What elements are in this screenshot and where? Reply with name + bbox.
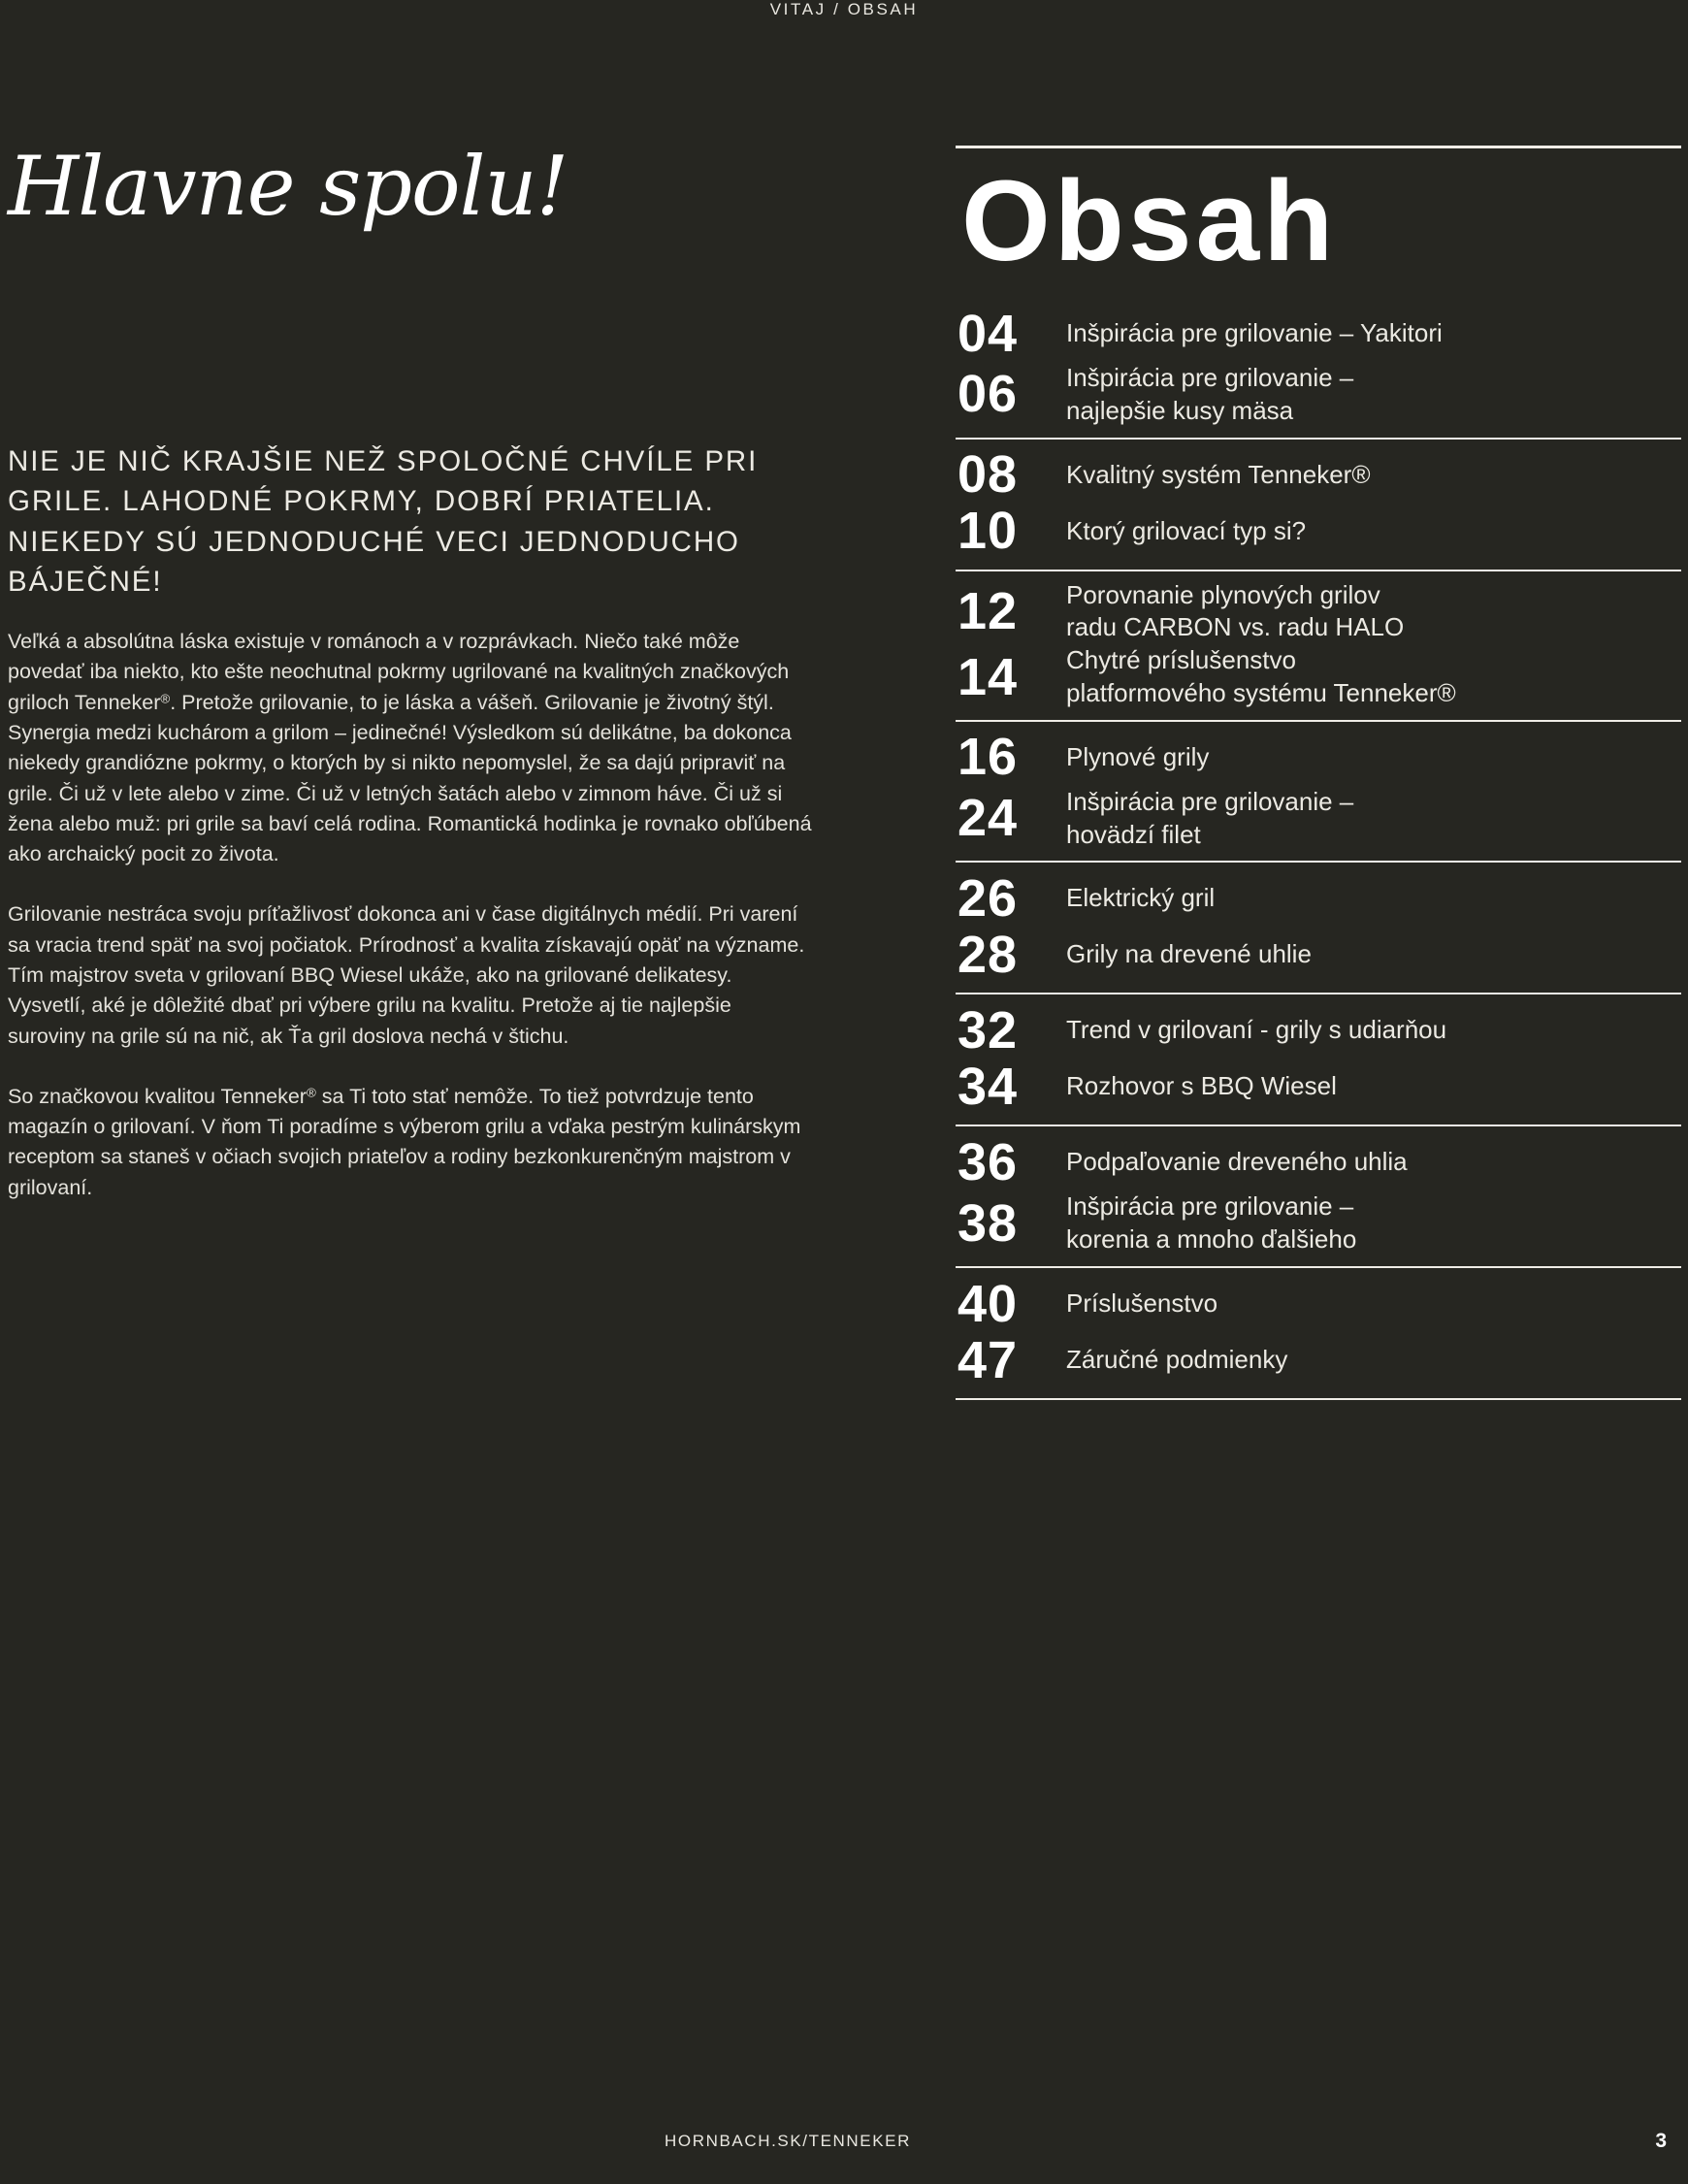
toc-entry[interactable]: [956, 870, 1681, 927]
toc-entry-label: [1064, 515, 1681, 548]
left-column: [8, 139, 813, 1203]
toc-entry-label-line: najlepšie kusy mäsa: [1066, 395, 1294, 425]
toc-entry-label: [1064, 741, 1681, 774]
toc-entry-label-line: hovädzí filet: [1066, 819, 1201, 849]
toc-entry-label: [1064, 459, 1681, 492]
toc-entry[interactable]: [956, 504, 1681, 560]
toc-entry-page-number: 24: [958, 789, 1019, 848]
toc-entry-label-line: Príslušenstvo: [1066, 1288, 1218, 1319]
toc-entry-page-number: 26: [958, 869, 1019, 929]
toc-entry-page-number: 34: [958, 1058, 1019, 1117]
toc-entry-page-number: 28: [958, 926, 1019, 985]
toc-entry[interactable]: [956, 1276, 1681, 1332]
toc-entry-page-number: 16: [958, 728, 1019, 787]
toc-entry-page-number: 10: [958, 502, 1019, 561]
toc-group: [956, 863, 1681, 993]
toc-entry-label-line: platformového systému Tenneker®: [1066, 677, 1456, 707]
toc-entry-page-number: 08: [958, 445, 1019, 505]
toc-entry[interactable]: [956, 730, 1681, 786]
toc-entry-label: [1064, 317, 1681, 350]
toc-entry-label-line: Záručné podmienky: [1066, 1345, 1288, 1375]
toc-entry-page-number: 32: [958, 1001, 1019, 1060]
toc-entry-page-number: 14: [958, 647, 1019, 706]
toc-entry-label-line: Plynové grily: [1066, 741, 1210, 771]
toc-group-divider: [956, 1398, 1681, 1400]
toc-entry[interactable]: [956, 579, 1681, 645]
running-head: VITAJ / OBSAH: [769, 0, 919, 18]
toc-entry-label-line: Rozhovor s BBQ Wiesel: [1066, 1071, 1337, 1101]
toc-entry-page-number: 38: [958, 1193, 1019, 1253]
toc-group: [956, 440, 1681, 570]
toc-entry-label: [1064, 579, 1681, 645]
table-of-contents: [956, 146, 1681, 1400]
toc-entry[interactable]: [956, 927, 1681, 983]
toc-entry-label-line: Inšpirácia pre grilovanie –: [1066, 786, 1354, 816]
toc-entry-label-line: Ktorý grilovací typ si?: [1066, 515, 1307, 545]
page-footer: [0, 2132, 1688, 2161]
toc-entry-label: [1064, 362, 1681, 428]
toc-group: [956, 722, 1681, 862]
toc-group: [956, 298, 1681, 438]
paragraph-1-part-a: Veľká a absolútna láska existuje v románoch a v rozprávkach. Niečo také môže povedať iba niekto, kto ešte neochutnal pokrmy ugrilované na kvalitných značkových griloch Tenneker: [8, 630, 790, 714]
toc-group: [956, 571, 1681, 720]
toc-entry-label-line: Elektrický gril: [1066, 883, 1216, 913]
toc-group: [956, 994, 1681, 1125]
toc-entry[interactable]: [956, 1002, 1681, 1059]
paragraph-3-part-a: So značkovou kvalitou Tenneker: [8, 1084, 307, 1108]
script-headline: Hlavne spolu!: [8, 139, 568, 234]
registered-mark-icon: ®: [160, 691, 171, 706]
body-copy: [8, 627, 813, 1203]
toc-entry-page-number: 06: [958, 365, 1019, 424]
toc-entry[interactable]: [956, 1332, 1681, 1388]
toc-entry-label-line: Grily na drevené uhlie: [1066, 939, 1312, 969]
footer-url[interactable]: HORNBACH.SK/TENNEKER: [665, 2132, 911, 2150]
toc-entry-label-line: Inšpirácia pre grilovanie –: [1066, 1191, 1354, 1222]
toc-title: Obsah: [961, 157, 1338, 285]
toc-entry-label: [1064, 938, 1681, 971]
toc-entry[interactable]: [956, 1134, 1681, 1190]
toc-entry-label: [1064, 1146, 1681, 1179]
toc-entry-label: [1064, 786, 1681, 852]
toc-entry-page-number: 47: [958, 1330, 1019, 1389]
paragraph-3: [8, 1082, 813, 1203]
toc-entry-label: [1064, 1070, 1681, 1103]
toc-entry-page-number: 12: [958, 582, 1019, 641]
toc-group-list: [956, 298, 1681, 1400]
toc-entry-label-line: Inšpirácia pre grilovanie –: [1066, 363, 1354, 392]
toc-entry-label: [1064, 1288, 1681, 1320]
toc-entry[interactable]: [956, 362, 1681, 428]
toc-entry-label-line: Chytré príslušenstvo: [1066, 645, 1296, 675]
toc-entry-label-line: Porovnanie plynových grilov: [1066, 579, 1380, 609]
paragraph-1-part-b: . Pretože grilovanie, to je láska a vášeň. Grilovanie je životný štýl. Synergia medzi kuchárom a grilom – jedinečné! Výsledkom sú delikátne, ba dokonca niekedy grandiózne pokrmy, o ktorých by si nikto nepomyslel, že sa dajú pripraviť na grile. Či už v lete alebo v zime. Či už v letných šatách alebo v zimnom háve. Či už si žena alebo muž: pri grile sa baví celá rodina. Romantická hodinka je rovnako obľúbená ako archaický pocit zo života.: [8, 690, 812, 866]
toc-entry-label: [1064, 1014, 1681, 1047]
paragraph-2: Grilovanie nestráca svoju príťažlivosť dokonca ani v čase digitálnych médií. Pri varení sa vracia trend späť na svoj počiatok. Prírodnosť a kvalita získavajú opäť na význame. Tím majstrov sveta v grilovaní BBQ Wiesel ukáže, ako na grilované delikatesy. Vysvetlí, aké je dôležité dbať pri výbere grilu na kvalitu. Pretože aj tie najlepšie suroviny na grile sú na nič, ak Ťa gril doslova nechá v štichu.: [8, 902, 805, 1048]
toc-entry-label-line: Podpaľovanie dreveného uhlia: [1066, 1147, 1408, 1177]
toc-entry[interactable]: [956, 1059, 1681, 1115]
registered-mark-icon: ®: [306, 1085, 316, 1100]
toc-entry-label-line: radu CARBON vs. radu HALO: [1066, 612, 1405, 642]
toc-entry-label-line: Inšpirácia pre grilovanie – Yakitori: [1066, 318, 1443, 348]
toc-entry-page-number: 36: [958, 1133, 1019, 1192]
toc-group: [956, 1126, 1681, 1266]
toc-entry-label-line: Kvalitný systém Tenneker®: [1066, 459, 1371, 489]
toc-entry[interactable]: [956, 786, 1681, 852]
toc-entry-label: [1064, 644, 1681, 710]
paragraph-1: [8, 627, 813, 869]
toc-entry[interactable]: [956, 1190, 1681, 1256]
footer-page-number: 3: [1655, 2130, 1667, 2152]
toc-entry-label: [1064, 1190, 1681, 1256]
toc-entry[interactable]: [956, 447, 1681, 504]
lead-paragraph: NIE JE NIČ KRAJŠIE NEŽ SPOLOČNÉ CHVÍLE PRI GRILE. LAHODNÉ POKRMY, DOBRÍ PRIATELIA. NIEKEDY SÚ JEDNODUCHÉ VECI JEDNODUCHO BÁJEČNÉ!: [8, 445, 759, 598]
toc-entry-label: [1064, 1344, 1681, 1377]
toc-entry-label-line: Trend v grilovaní - grily s udiarňou: [1066, 1015, 1447, 1045]
paragraph-3-part-b: sa Ti toto stať nemôže. To tiež potvrdzuje tento magazín o grilovaní. V ňom Ti poradíme s výberom grilu a vďaka pestrým kulinárskym receptom sa staneš v očiach svojich priateľov a rodiny bezkonkurenčným majstrom v grilovaní.: [8, 1084, 801, 1199]
toc-entry-page-number: 40: [958, 1274, 1019, 1333]
toc-entry-label-line: korenia a mnoho ďalšieho: [1066, 1224, 1357, 1255]
toc-group: [956, 1268, 1681, 1398]
toc-entry[interactable]: [956, 306, 1681, 362]
toc-entry[interactable]: [956, 644, 1681, 710]
toc-entry-label: [1064, 882, 1681, 915]
toc-entry-page-number: 04: [958, 304, 1019, 363]
